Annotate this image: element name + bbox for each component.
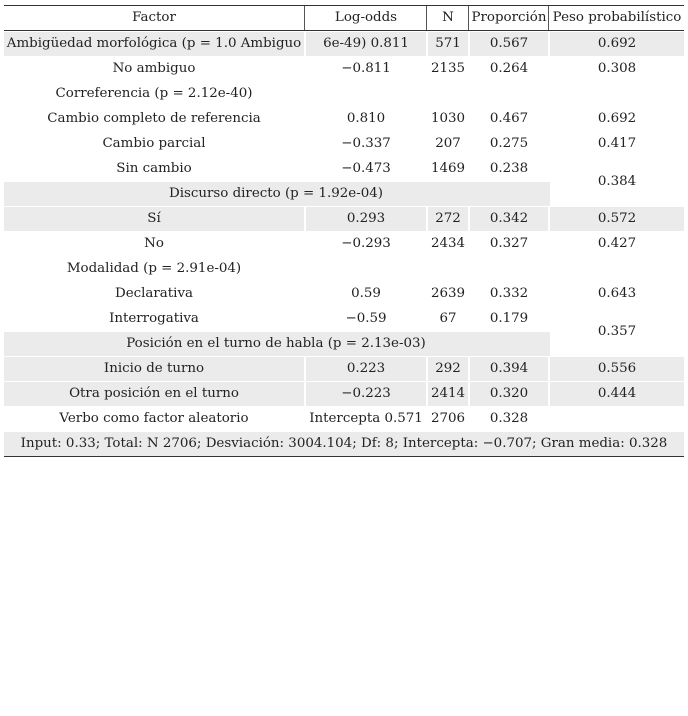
peso-cell-spanning: 0.357 (550, 307, 684, 356)
factor-cell: Cambio completo de referencia (47, 111, 261, 126)
table-row (4, 232, 684, 256)
log-odds-cell: 6e-49) 0.811 (323, 36, 409, 51)
bottom-rule (4, 456, 684, 457)
factor-cell: No (144, 236, 164, 251)
factor-cell: Declarativa (114, 286, 194, 301)
table-row (4, 107, 684, 131)
header-factor: Factor (132, 10, 176, 25)
peso-cell: 0.308 (597, 61, 637, 76)
n-cell: 2135 (430, 61, 466, 76)
proporcion-cell: 0.264 (489, 61, 529, 76)
group-heading-row (4, 257, 684, 281)
proporcion-cell: 0.238 (489, 161, 529, 176)
n-cell: 2706 (430, 411, 466, 426)
table-row (4, 407, 684, 431)
n-cell: 2639 (430, 286, 466, 301)
factor-cell: Otra posición en el turno (69, 386, 239, 401)
proporcion-cell: 0.328 (489, 411, 529, 426)
header-peso: Peso probabilístico (552, 10, 682, 25)
factor-cell: Sí (147, 211, 161, 226)
log-odds-cell: −0.223 (341, 386, 391, 401)
proporcion-cell: 0.320 (489, 386, 529, 401)
proporcion-cell: 0.567 (489, 36, 529, 51)
factor-cell: Cambio parcial (102, 136, 206, 151)
table-row (4, 357, 684, 381)
group-heading: Posición en el turno de habla (p = 2.13e-03) (126, 336, 426, 351)
table-footer: Input: 0.33; Total: N 2706; Desviación: 3004.104; Df: 8; Intercepta: −0.707; Gran media: 0.328 (20, 436, 668, 451)
group-heading: Correferencia (p = 2.12e-40) (55, 86, 253, 101)
log-odds-cell: 0.223 (346, 361, 386, 376)
n-cell: 571 (435, 36, 461, 51)
peso-cell: 0.572 (597, 211, 637, 226)
table-row (4, 132, 684, 156)
proporcion-cell: 0.332 (489, 286, 529, 301)
peso-cell: 0.692 (597, 36, 637, 51)
log-odds-cell: −0.337 (341, 136, 391, 151)
group-heading: Discurso directo (p = 1.92e-04) (168, 186, 384, 201)
peso-cell: 0.556 (597, 361, 637, 376)
table-row (4, 57, 684, 81)
log-odds-cell: 0.293 (346, 211, 386, 226)
factor-cell: Sin cambio (116, 161, 192, 176)
header-rule (4, 30, 684, 31)
n-cell: 292 (435, 361, 461, 376)
n-cell: 272 (435, 211, 461, 226)
log-odds-cell: 0.810 (346, 111, 386, 126)
n-cell: 67 (439, 311, 457, 326)
header-n: N (442, 10, 454, 25)
footer-row (4, 432, 684, 456)
log-odds-cell: −0.59 (345, 311, 387, 326)
table-row (4, 207, 684, 231)
factor-cell: Interrogativa (109, 311, 199, 326)
log-odds-cell: Intercepta 0.571 (309, 411, 423, 426)
header-proporcion: Proporción (471, 10, 547, 25)
proporcion-cell: 0.342 (489, 211, 529, 226)
header-row (4, 6, 684, 30)
peso-cell: 0.417 (597, 136, 637, 151)
peso-cell: 0.444 (597, 386, 637, 401)
n-cell: 2414 (430, 386, 466, 401)
peso-cell: 0.643 (597, 286, 637, 301)
factor-cell: Inicio de turno (103, 361, 205, 376)
n-cell: 1030 (430, 111, 466, 126)
header-log-odds: Log-odds (334, 10, 398, 25)
table-row (4, 382, 684, 406)
log-odds-cell: 0.59 (351, 286, 381, 301)
proporcion-cell: 0.467 (489, 111, 529, 126)
group-heading: Modalidad (p = 2.91e-04) (66, 261, 242, 276)
factor-cell: Verbo como factor aleatorio (59, 411, 249, 426)
n-cell: 1469 (430, 161, 466, 176)
n-cell: 2434 (430, 236, 466, 251)
peso-cell: 0.692 (597, 111, 637, 126)
proporcion-cell: 0.394 (489, 361, 529, 376)
peso-cell-spanning: 0.384 (550, 157, 684, 206)
log-odds-cell: −0.811 (341, 61, 391, 76)
table-row (4, 32, 684, 56)
n-cell: 207 (435, 136, 461, 151)
factor-cell: No ambiguo (112, 61, 196, 76)
table-row (4, 282, 684, 306)
factor-cell: Ambigüedad morfológica (p = 1.0 Ambiguo (6, 36, 302, 51)
proporcion-cell: 0.179 (489, 311, 529, 326)
log-odds-cell: −0.293 (341, 236, 391, 251)
log-odds-cell: −0.473 (341, 161, 391, 176)
group-heading-row (4, 82, 684, 106)
proporcion-cell: 0.275 (489, 136, 529, 151)
proporcion-cell: 0.327 (489, 236, 529, 251)
peso-cell: 0.427 (597, 236, 637, 251)
